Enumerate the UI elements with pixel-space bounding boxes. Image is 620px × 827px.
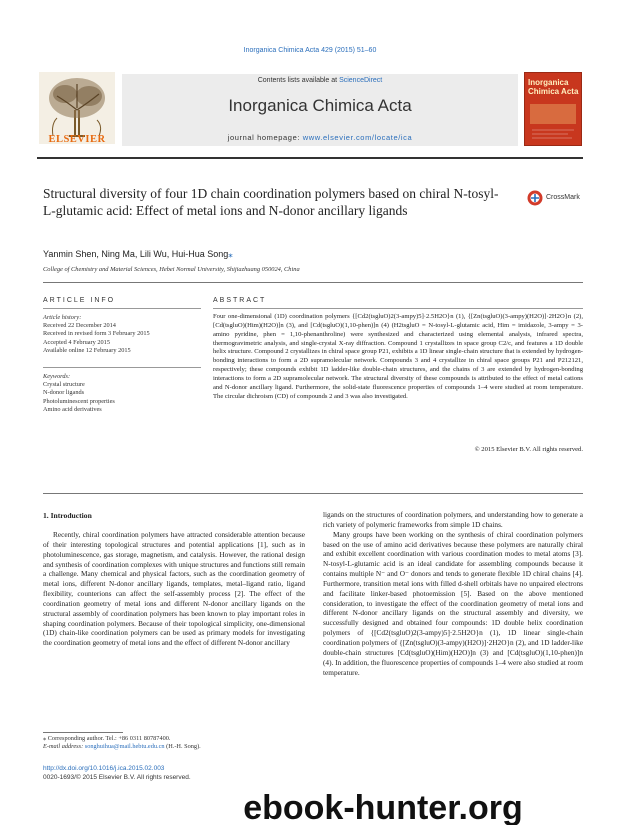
crossmark-label[interactable]: CrossMark [546,194,580,201]
sciencedirect-link[interactable]: ScienceDirect [339,77,383,84]
paragraph: ligands on the structures of coordination polymers, and understanding how to generate a rich variety of polymeric frameworks from simple 1D chains. [323,510,583,529]
journal-reference[interactable]: Inorganica Chimica Acta 429 (2015) 51–60 [243,47,377,54]
affiliation: College of Chemistry and Material Sciences, Hebei Normal University, Shijiazhuang 050024, China [43,266,300,273]
keyword-item: Amino acid derivatives [43,405,102,413]
abstract-copyright: © 2015 Elsevier B.V. All rights reserved. [474,446,583,453]
email-suffix: (H.-H. Song). [164,743,201,751]
homepage-prefix: journal homepage: [227,133,303,142]
corresponding-author-mark[interactable]: ⁎ [228,249,233,259]
keyword-item: N-donor ligands [43,389,85,397]
section-heading-introduction: 1. Introduction [43,511,92,520]
body-rule [43,493,583,494]
keywords-title: Keywords: [43,373,71,380]
abstract-rule [213,308,583,309]
paragraph: Many groups have been working on the synthesis of chiral coordination polymers based on the use of amino acid derivatives because these polymers are naturally chiral and exhibit excellent coordination with various coordination modes to metal atoms [3]. N-tosyl-L-glutamic acid is an ideal candidate for assembling compounds because it contains multiple N⁻ and O⁻ donors and tends to generate flexible 1D chiral chains [4]. Furthermore, transition metal ions with filled d-shell orbitals have no unpaired electrons and facilitate linker-based photoemission [5]. Based on the above mentioned consideration, to investigate the effect of the coordination geometry of metal ions and different N-donor ancillary ligands on the structural assembly and diversity, we successfully designed and obtained four compounds: 1D double helix coordination polymers of {[Cd2(tsgluO)2(3-ampy)5]·2.5H2O}n (1), 1D linear single-chain coordination polymers of {[Zn(tsgluO)(3-ampy)(H2O)]·2H2O}n (2), and 1D ladder-like double-chain structures [Cd(tsgluO)(Him)(H2O)]n (3) and [Cd(tsgluO)(1,10-phen)]n (4). In addition, the fluorescence properties of compounds 1–4 were also studied at room temperature. [323,529,583,677]
footnote-rule [43,732,123,733]
body-column-left [43,530,305,648]
homepage-link[interactable]: www.elsevier.com/locate/ica [302,133,413,142]
history-accepted: Accepted 4 February 2015 [43,338,110,346]
abstract-text: Four one-dimensional (1D) coordination polymers {[Cd2(tsgluO)2(3-ampy)5]·2.5H2O}n (1), {[Zn(tsgluO)(3-ampy)(H2O)]·2H2O}n (2), [Cd(tsgluO)(Him)(H2O)]n (3), and [Cd(tsgluO)(1,10-phen)]n (4) (H2tsgluO = N-tosyl-L-glutamic acid, Him = imidazole, 3-ampy = 3-amino pyridine, phen = 1,10-phenanthroline) were synthesized and characterized using elemental analysis, infrared spectra, thermogravimetric analysis, and single-crystal X-ray diffraction. Compound 1 crystallizes in space group C2/c, and features a 1D double helix structure. Compound 2 crystallizes in chiral space group P21, exhibits a 1D linear single-chain structure that is extended by hydrogen-bonding interactions to form a 2D supramolecular network. Compounds 3 and 4 crystallize in chiral space groups P21 and P212121, respectively; these compounds exhibit 1D ladder-like double-chain structures, and the chains of 3 are extended by hydrogen-bonding interactions to form a 2D supramolecular network. The structural diversity of these compounds is attributed to the effect of metal cations and N-donor ancillary ligand. Furthermore, the solid-state fluorescence properties of compounds 1–4 were studied at room temperature. The circular dichroism (CD) of compounds 2 and 3 was also investigated. [213,313,583,400]
email-label: E-mail address: [43,743,85,751]
issn-line: 0020-1693/© 2015 Elsevier B.V. All rights reserved. [43,774,191,781]
article-history [43,314,203,355]
doi-link[interactable]: http://dx.doi.org/10.1016/j.ica.2015.02.003 [43,765,165,772]
keyword-item: Crystal structure [43,381,85,389]
journal-homepage [122,133,518,142]
email-link[interactable]: songhuihua@mail.hebtu.edu.cn [84,743,165,751]
keywords [43,373,203,414]
history-received: Received 22 December 2014 [43,322,116,330]
email-line [43,743,303,751]
crossmark-icon[interactable] [527,190,543,206]
contents-line [122,77,518,84]
header-rule [37,157,583,159]
cover-artwork [528,102,578,140]
body-column-right [323,510,583,677]
watermark [148,789,618,825]
cover-title: Inorganica Chimica Acta [528,78,579,96]
authors-text: Yanmin Shen, Ning Ma, Lili Wu, Hui-Hua Song [43,249,229,259]
corresponding-author-note: ⁎ Corresponding author. Tel.: +86 0311 80787400. [43,735,171,742]
history-online: Available online 12 February 2015 [43,346,131,354]
journal-name: Inorganica Chimica Acta [228,96,412,115]
footnote [43,735,303,752]
keywords-rule [43,367,201,368]
history-title: Article history: [43,314,82,321]
section-rule [43,282,583,283]
abstract-heading: ABSTRACT [213,297,267,304]
article-title: Structural diversity of four 1D chain coordination polymers based on chiral N-tosyl-L-glutamic acid: Effect of metal ions and N-donor ancillary ligands [43,186,499,218]
publisher-name: ELSEVIER [48,134,106,145]
keyword-item: Photoluminescent properties [43,397,115,405]
paragraph: Recently, chiral coordination polymers have attracted considerable attention because of their interesting topological structures and potential applications [1], such as in photoluminescence, gas storage, magnetism, and catalysis. However, the rational design and synthesis of coordination complexes with unique structures and functions still remain a challenge. Many chemical and physical factors, such as the coordination geometry of metal ions, different N-donor ancillary ligands, templates, metal–ligand ratio, ligand flexibility, counterions can affect the self-assembly process [2]. The effect of the coordination geometry of metal ions and different N-donor ancillary ligands on the structural assembly of coordination polymers has been known to play important roles in shaping coordination polymers. Because of their topological simplicity, one-dimensional (1D) chain-like coordination polymers can be used as primary models for investigating the coordination geometry of metal ions and the effect of different N-donor ancillary [43,530,305,648]
contents-prefix: Contents lists available at [257,77,340,84]
history-revised: Received in revised form 3 February 2015 [43,330,150,338]
author-list [43,249,233,260]
article-info-rule [43,308,201,309]
watermark-text: ebook-hunter.org [243,789,523,825]
article-info-heading: ARTICLE INFO [43,297,116,304]
